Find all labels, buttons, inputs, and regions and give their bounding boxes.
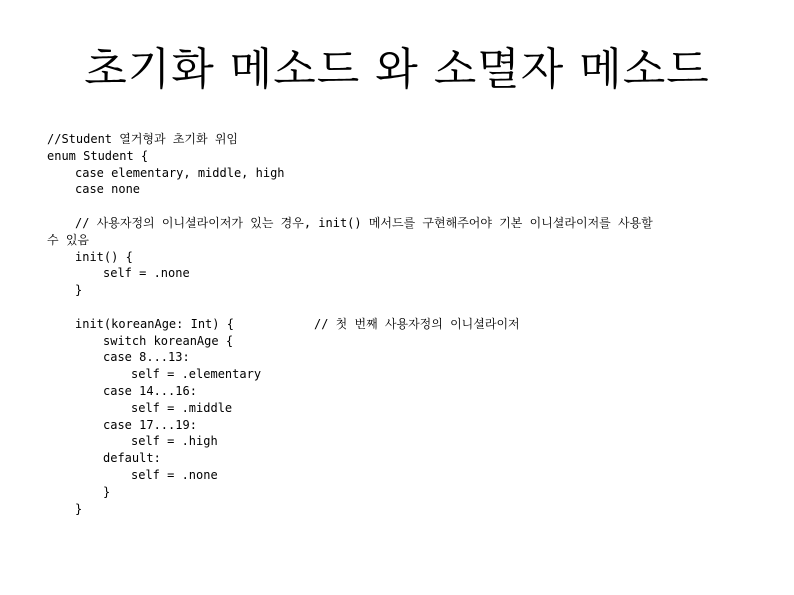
code-line-default: default: (103, 451, 161, 466)
code-line-init-default: init() { (75, 249, 133, 264)
code-block (47, 131, 757, 517)
code-line-blank (47, 299, 757, 316)
code-line-enum-declaration: enum Student { (47, 148, 149, 163)
code-line-comment-initializer-wrap: 수 있음 (47, 232, 90, 247)
code-line-blank (47, 198, 757, 215)
code-line-closing-brace: } (75, 283, 83, 298)
code-line-case-list: case elementary, middle, high (75, 165, 285, 180)
code-line-switch-closing-brace: } (103, 484, 111, 499)
code-line-self-none: self = .none (103, 266, 190, 281)
code-line-init-korean-age (47, 316, 757, 333)
code-line-case-high-range: case 17...19: (103, 417, 197, 432)
slide-title: 초기화 메소드 와 소멸자 메소드 (84, 44, 710, 95)
code-line-init-closing-brace: } (75, 501, 83, 516)
code-init-korean-age-text: init(koreanAge: Int) { (75, 316, 234, 331)
code-inline-comment: // 첫 번째 사용자정의 이니셜라이저 (314, 316, 520, 331)
code-line-comment-initializer: // 사용자정의 이니셜라이저가 있는 경우, init() 메서드를 구현해주어야 기본 이니셜라이저를 사용할 (75, 215, 653, 230)
code-line-self-middle: self = .middle (131, 400, 233, 415)
code-line-self-none-default: self = .none (131, 467, 218, 482)
code-line-comment-header: //Student 열거형과 초기화 위임 (47, 132, 239, 146)
code-line-self-elementary: self = .elementary (131, 367, 262, 382)
code-line-switch: switch koreanAge { (103, 333, 234, 348)
code-line-case-middle-range: case 14...16: (103, 383, 197, 398)
code-line-self-high: self = .high (131, 434, 218, 449)
code-line-case-none: case none (75, 182, 141, 197)
code-line-case-elementary-range: case 8...13: (103, 350, 190, 365)
